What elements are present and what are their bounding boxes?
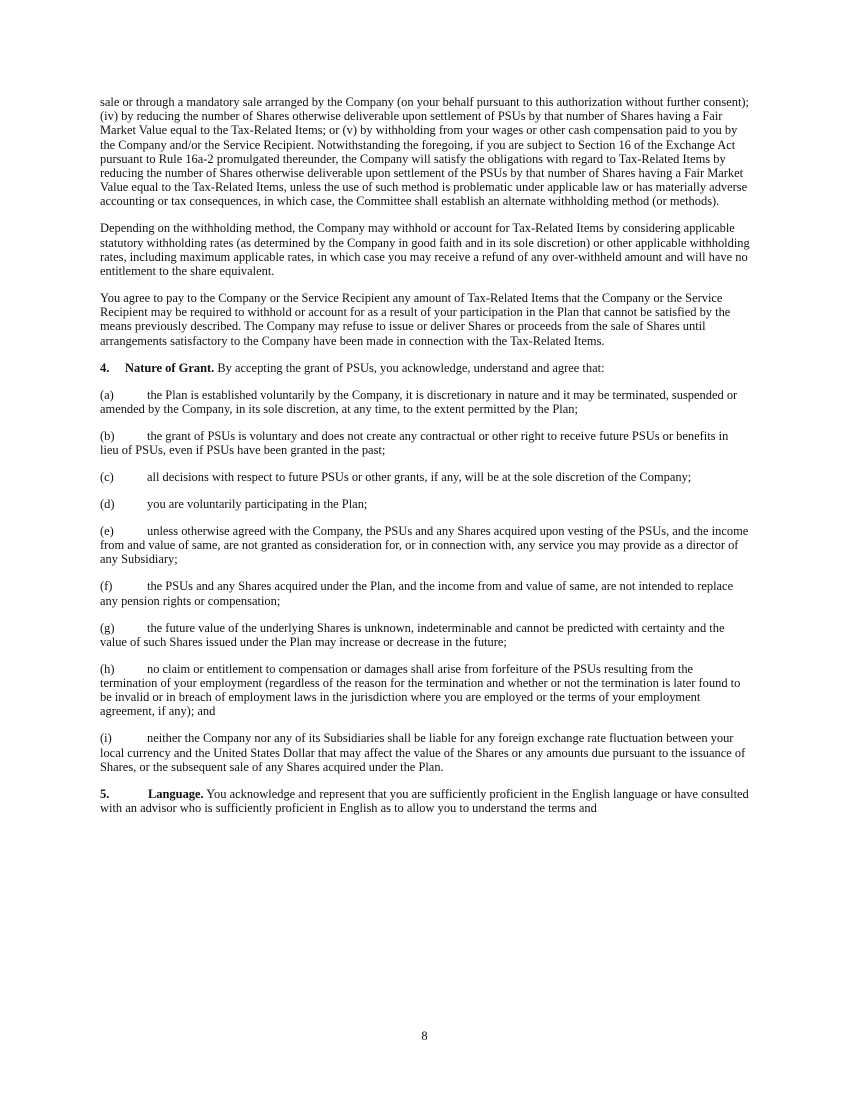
list-item-label: (d) — [100, 497, 115, 512]
list-item-label: (i) — [100, 731, 112, 746]
list-item-text: the Plan is established voluntarily by the Company, it is discretionary in nature and it may be terminated, suspended or amended by the Company, in its sole discretion, at any time, to the extent permitted by the Plan; — [100, 387, 738, 416]
list-item-text: the PSUs and any Shares acquired under the Plan, and the income from and value of same, are not intended to replace any pension rights or compensation; — [100, 579, 734, 608]
list-item-label: (h) — [100, 661, 115, 676]
list-item — [100, 662, 750, 719]
page-number: 8 — [421, 1029, 428, 1043]
paragraph-withholding-rates: Depending on the withholding method, the Company may withhold or account for Tax-Related Items by considering applicable statutory withholding rates (as determined by the Company in good faith and in its sole discretion) or other applicable withholding rates, including maximum applicable rates, in which case you may receive a refund of any over-withheld amount and will have no entitlement to the share equivalent. — [100, 221, 750, 279]
list-item — [100, 731, 750, 774]
list-item — [100, 470, 750, 484]
list-item — [100, 621, 750, 649]
list-item-label: (f) — [100, 579, 113, 594]
list-item-text: the future value of the underlying Shares is unknown, indeterminable and cannot be predicted with certainty and the value of such Shares issued under the Plan may increase or decrease in the future; — [100, 620, 725, 649]
list-item-label: (a) — [100, 387, 114, 402]
list-item — [100, 524, 750, 567]
list-item — [100, 429, 750, 457]
list-item-label: (b) — [100, 428, 115, 443]
list-item-text: you are voluntarily participating in the Plan; — [147, 497, 368, 512]
paragraph-payment-agreement: You agree to pay to the Company or the Service Recipient any amount of Tax-Related Items that the Company or the Service Recipient may be required to withhold or account for as a result of your participation in the Plan that cannot be satisfied by the means previously described. The Company may refuse to issue or deliver Shares or proceeds from the sale of Shares until arrangements satisfactory to the Company have been made in connection with the Tax-Related Items. — [100, 291, 731, 348]
list-item — [100, 497, 750, 511]
list-item-label: (e) — [100, 524, 114, 539]
list-item-label: (c) — [100, 470, 114, 485]
section-4-number: 4. — [100, 360, 110, 375]
section-5-heading: Language. — [148, 786, 204, 801]
section-5-number: 5. — [100, 786, 110, 801]
section-5-intro — [100, 787, 750, 815]
list-item — [100, 388, 750, 416]
list-item — [100, 579, 750, 607]
document-page — [100, 95, 750, 828]
list-item-text: the grant of PSUs is voluntary and does not create any contractual or other right to receive future PSUs or benefits in lieu of PSUs, even if PSUs have been granted in the past; — [100, 428, 729, 458]
list-item-label: (g) — [100, 620, 115, 635]
section-4-text: By accepting the grant of PSUs, you acknowledge, understand and agree that: — [214, 360, 605, 375]
section-5-text: You acknowledge and represent that you are sufficiently proficient in the English language or have consulted with an advisor who is sufficiently proficient in English as to allow you to understand the terms and — [100, 786, 749, 816]
section-4-heading: Nature of Grant. — [125, 360, 215, 375]
list-item-text: unless otherwise agreed with the Company, the PSUs and any Shares acquired upon vesting of the PSUs, and the income from and value of same, are not granted as consideration for, or in connection with, any service you may provide as a director of any Subsidiary; — [100, 524, 749, 567]
list-item-text: all decisions with respect to future PSUs or other grants, if any, will be at the sole discretion of the Company; — [147, 470, 692, 485]
paragraph-withholding-methods: sale or through a mandatory sale arranged by the Company (on your behalf pursuant to this authorization without further consent); (iv) by reducing the number of Shares otherwise deliverable upon settlement of PSUs by that number of Shares having a Fair Market Value equal to the Tax-Related Items; or (v) by withholding from your wages or other cash compensation paid to you by the Company and/or the Service Recipient. Notwithstanding the foregoing, if you are subject to Section 16 of the Exchange Act pursuant to Rule 16a-2 promulgated thereunder, the Company will satisfy the obligations with regard to Tax-Related Items by reducing the number of Shares otherwise deliverable upon settlement of the PSUs by that number of Shares having a Fair Market Value equal to the Tax-Related Items, unless the use of such method is problematic under applicable law or has materially adverse accounting or tax consequences, in which case, the Committee shall establish an alternate withholding method (or methods). — [100, 95, 749, 209]
list-item-text: no claim or entitlement to compensation or damages shall arise from forfeiture of the PSUs resulting from the termination of your employment (regardless of the reason for the termination and whether or not the termination is later found to be invalid or in breach of employment laws in the jurisdiction where you are employed or the terms of your employment agreement, if any); and — [100, 661, 741, 719]
section-4-intro — [100, 361, 750, 375]
list-item-text: neither the Company nor any of its Subsidiaries shall be liable for any foreign exchange rate fluctuation between your local currency and the United States Dollar that may affect the value of the Shares or any amounts due pursuant to the issuance of Shares, or the subsequent sale of any Shares acquired under the Plan. — [100, 731, 746, 774]
